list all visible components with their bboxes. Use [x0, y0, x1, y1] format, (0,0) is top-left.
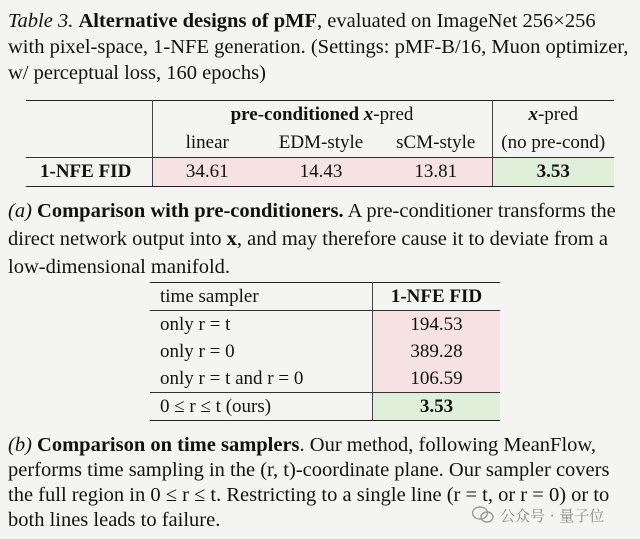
cell-linear: 34.61	[152, 158, 262, 187]
cell-scm: 13.81	[380, 158, 492, 187]
table-row: only r = t and r = 0 106.59	[150, 365, 500, 393]
watermark-text: 公众号 · 量子位	[500, 506, 605, 525]
cell-best: 3.53	[492, 158, 614, 187]
caption-title: Alternative designs of pMF	[78, 10, 318, 32]
table-row: only r = t 194.53	[150, 311, 500, 339]
wechat-icon	[472, 506, 494, 524]
group-header-preconditioned: pre-conditioned x-pred	[152, 101, 492, 130]
caption-b-tag: (b)	[8, 434, 32, 456]
header-fid: 1-NFE FID	[373, 283, 501, 311]
col-header-edm: EDM-style	[278, 132, 364, 153]
pre-conditioner-table	[26, 100, 614, 187]
caption-label: Table 3.	[8, 10, 74, 32]
col-header-scm: sCM-style	[380, 129, 492, 158]
table-row	[26, 158, 614, 187]
cell-edm: 14.43	[262, 158, 380, 187]
col-header-no-precond: (no pre-cond)	[501, 132, 606, 153]
table-row: only r = 0 389.28	[150, 338, 500, 365]
caption-a-head: Comparison with pre-conditioners.	[37, 200, 344, 222]
table-row: 0 ≤ r ≤ t (ours) 3.53	[150, 393, 500, 421]
header-time-sampler: time sampler	[150, 283, 373, 311]
time-sampler-table	[150, 282, 500, 421]
row-label-fid: 1-NFE FID	[26, 158, 152, 187]
caption-a: (a) Comparison with pre-conditioners. A pre-conditioner transforms the direct network output into x, and may therefore cause it to deviate from a low-dimensional manifold.	[8, 200, 616, 278]
table-caption	[8, 8, 632, 86]
caption-text: , evaluated on ImageNet 256×256 with pixel-space, 1-NFE generation. (Settings: pMF-B/16, Muon optimizer, w/ perceptual loss, 160 epochs)	[8, 10, 629, 84]
table1-corner	[26, 101, 152, 130]
watermark	[472, 502, 632, 528]
caption-b: (b) Comparison on time samplers. Our method, following MeanFlow, performs time sampling in the (r, t)-coordinate plane. Our sampler covers the full region in 0 ≤ r ≤ t. Restricting to a single line (r = t, or r = 0) or to both lines leads to failure.	[8, 434, 610, 531]
caption-a-tag: (a)	[8, 200, 32, 222]
caption-b-head: Comparison on time samplers	[37, 434, 300, 456]
group-header-xpred: x-pred	[492, 101, 614, 130]
col-header-linear: linear	[185, 132, 229, 153]
